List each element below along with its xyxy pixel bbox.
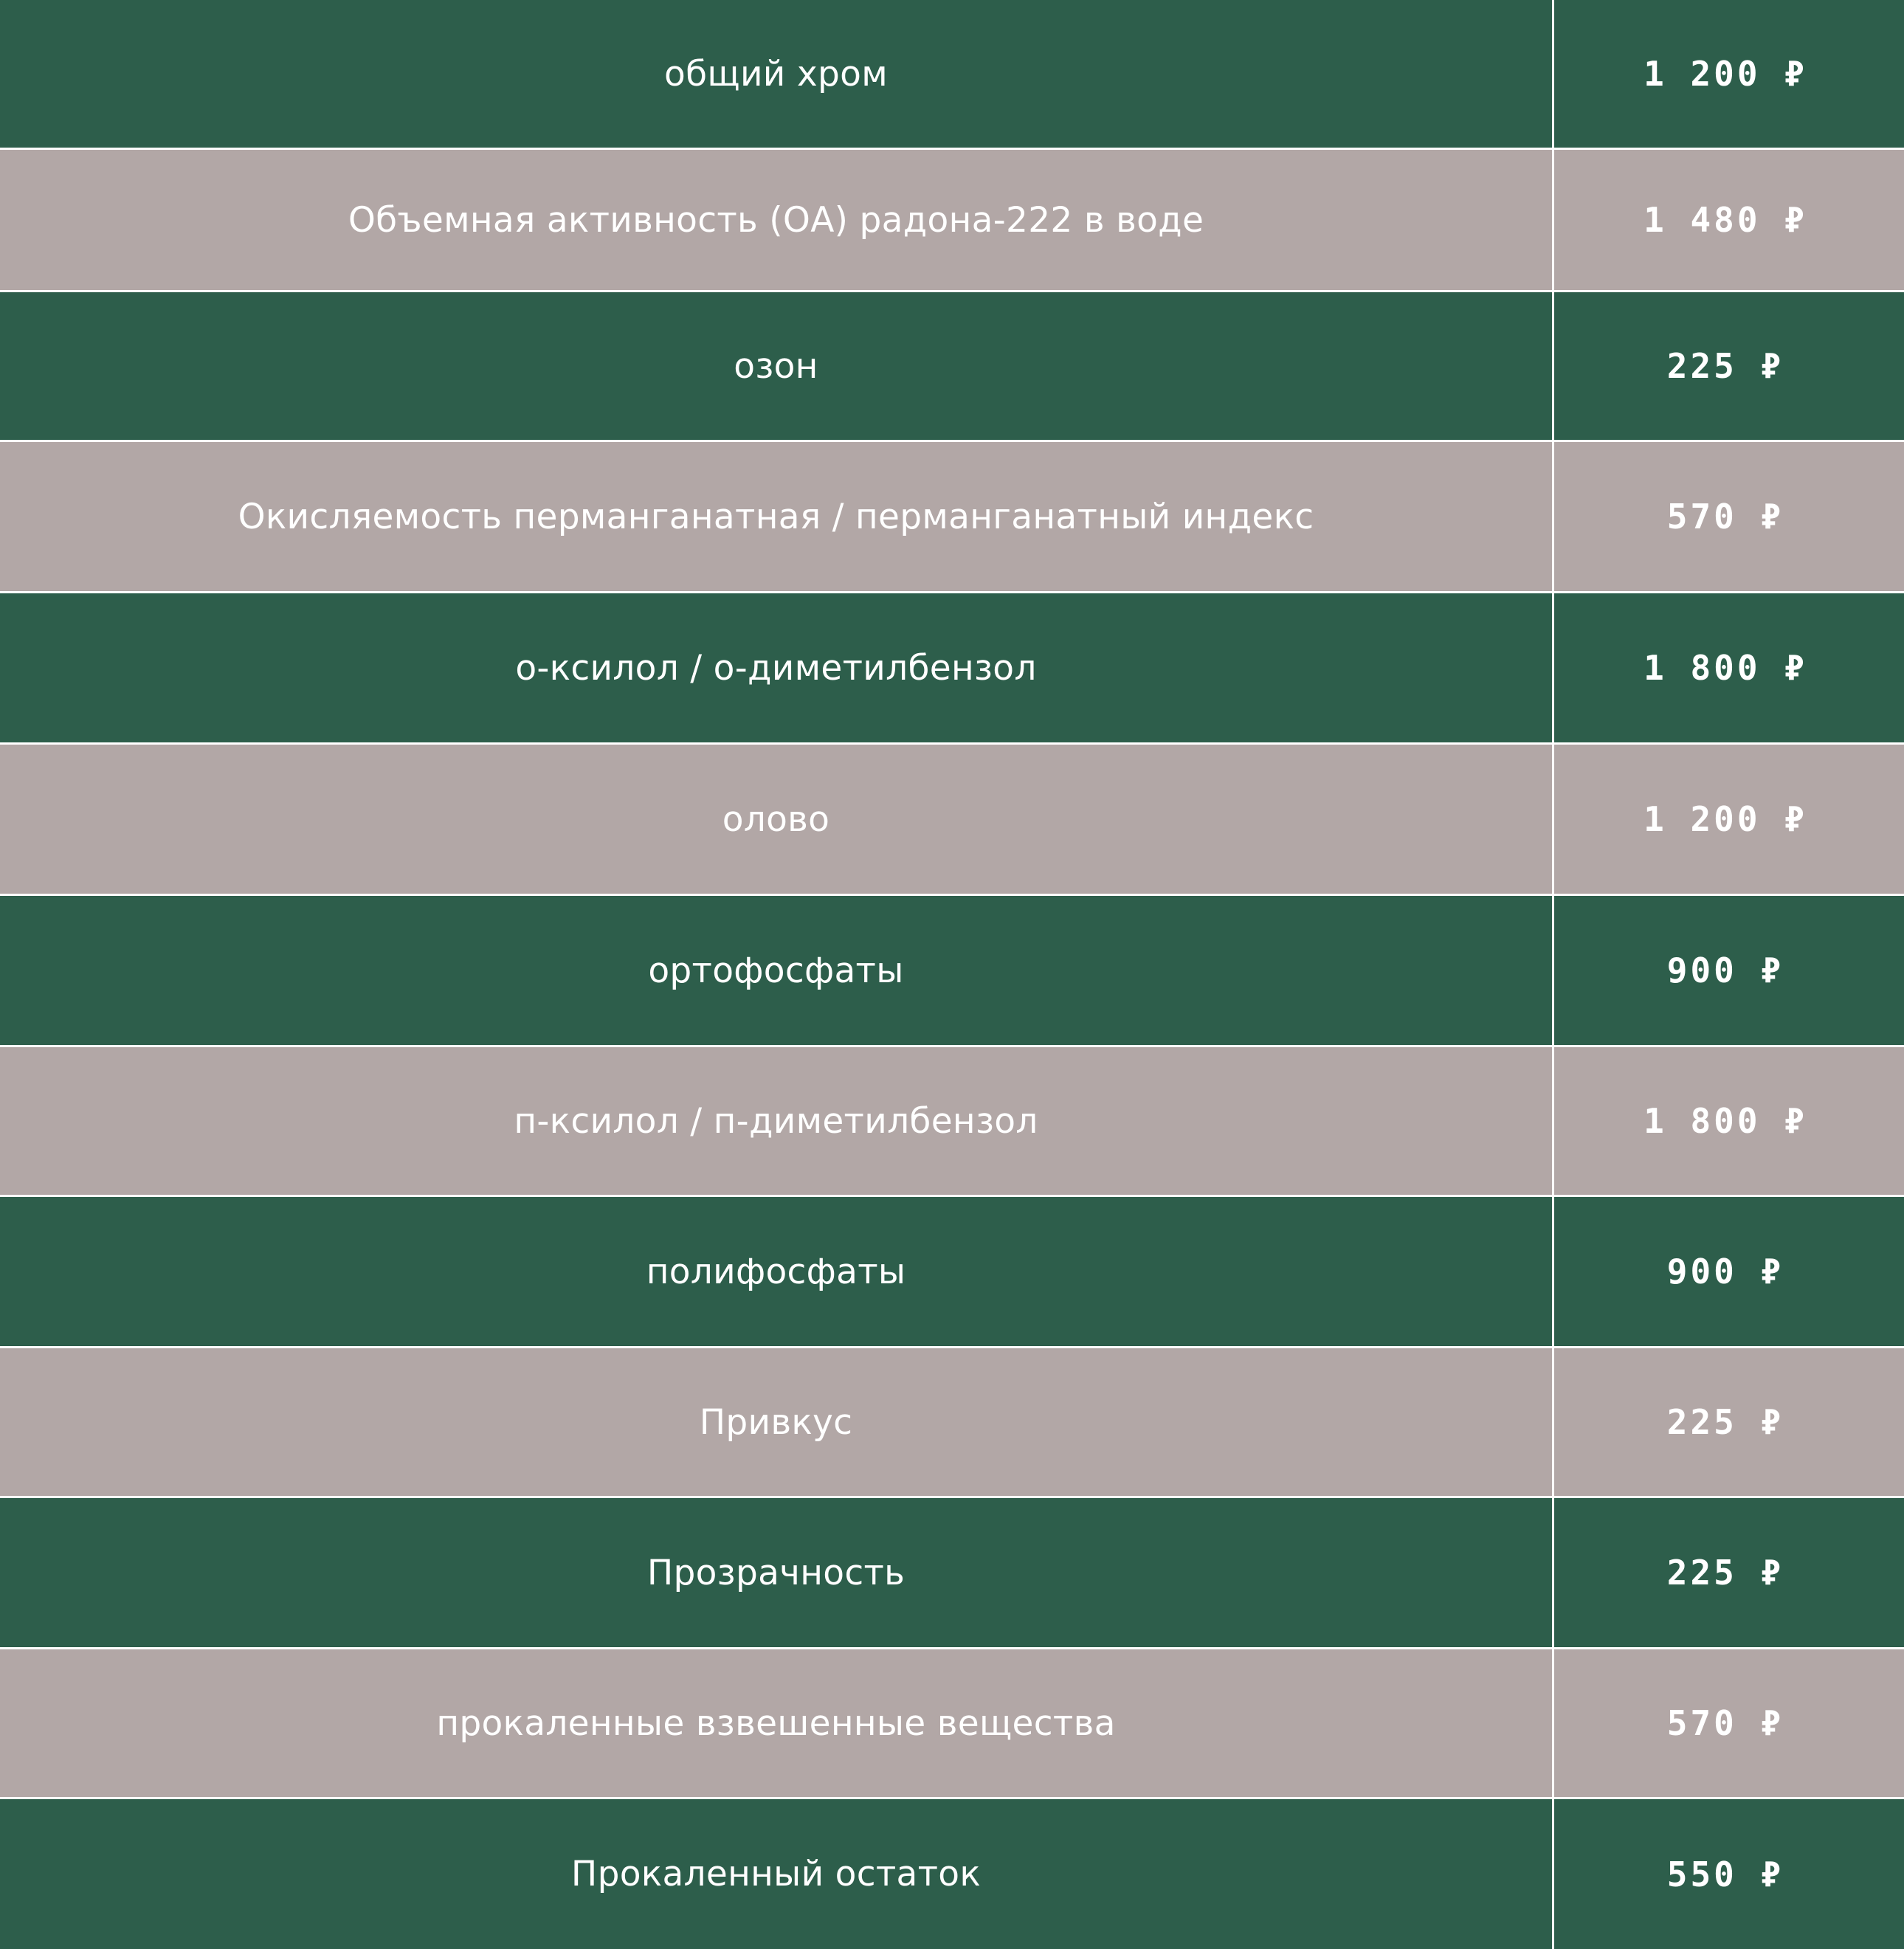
analysis-price: 1 200 ₽ <box>1554 745 1904 894</box>
analysis-price: 1 480 ₽ <box>1554 150 1904 290</box>
analysis-name: Прозрачность <box>0 1498 1552 1647</box>
table-row <box>0 593 1904 742</box>
table-row <box>0 1498 1904 1647</box>
table-row <box>0 442 1904 591</box>
analysis-price: 1 200 ₽ <box>1554 0 1904 148</box>
analysis-name: озон <box>0 292 1552 440</box>
analysis-name: полифосфаты <box>0 1197 1552 1346</box>
analysis-name: олово <box>0 745 1552 894</box>
analysis-name: прокаленные взвешенные вещества <box>0 1649 1552 1797</box>
analysis-name: п-ксилол / п-диметилбензол <box>0 1047 1552 1195</box>
table-row <box>0 292 1904 440</box>
analysis-name: Окисляемость перманганатная / перманганатный индекс <box>0 442 1552 591</box>
analysis-price: 900 ₽ <box>1554 896 1904 1045</box>
analysis-price: 570 ₽ <box>1554 1649 1904 1797</box>
analysis-name: о-ксилол / о-диметилбензол <box>0 593 1552 742</box>
table-row <box>0 1197 1904 1346</box>
analysis-price: 225 ₽ <box>1554 1498 1904 1647</box>
analysis-price: 225 ₽ <box>1554 292 1904 440</box>
table-row <box>0 1649 1904 1797</box>
analysis-name: Прокаленный остаток <box>0 1799 1552 1949</box>
analysis-name: общий хром <box>0 0 1552 148</box>
analysis-price: 225 ₽ <box>1554 1348 1904 1496</box>
analysis-price: 570 ₽ <box>1554 442 1904 591</box>
table-row <box>0 896 1904 1045</box>
analysis-name: Объемная активность (ОА) радона-222 в воде <box>0 150 1552 290</box>
analysis-price: 1 800 ₽ <box>1554 593 1904 742</box>
table-row <box>0 1348 1904 1496</box>
analysis-price: 900 ₽ <box>1554 1197 1904 1346</box>
table-row <box>0 0 1904 148</box>
table-row <box>0 745 1904 894</box>
analysis-price: 1 800 ₽ <box>1554 1047 1904 1195</box>
table-row <box>0 150 1904 290</box>
analysis-name: ортофосфаты <box>0 896 1552 1045</box>
analysis-price: 550 ₽ <box>1554 1799 1904 1949</box>
analysis-name: Привкус <box>0 1348 1552 1496</box>
table-row <box>0 1799 1904 1949</box>
table-row <box>0 1047 1904 1195</box>
